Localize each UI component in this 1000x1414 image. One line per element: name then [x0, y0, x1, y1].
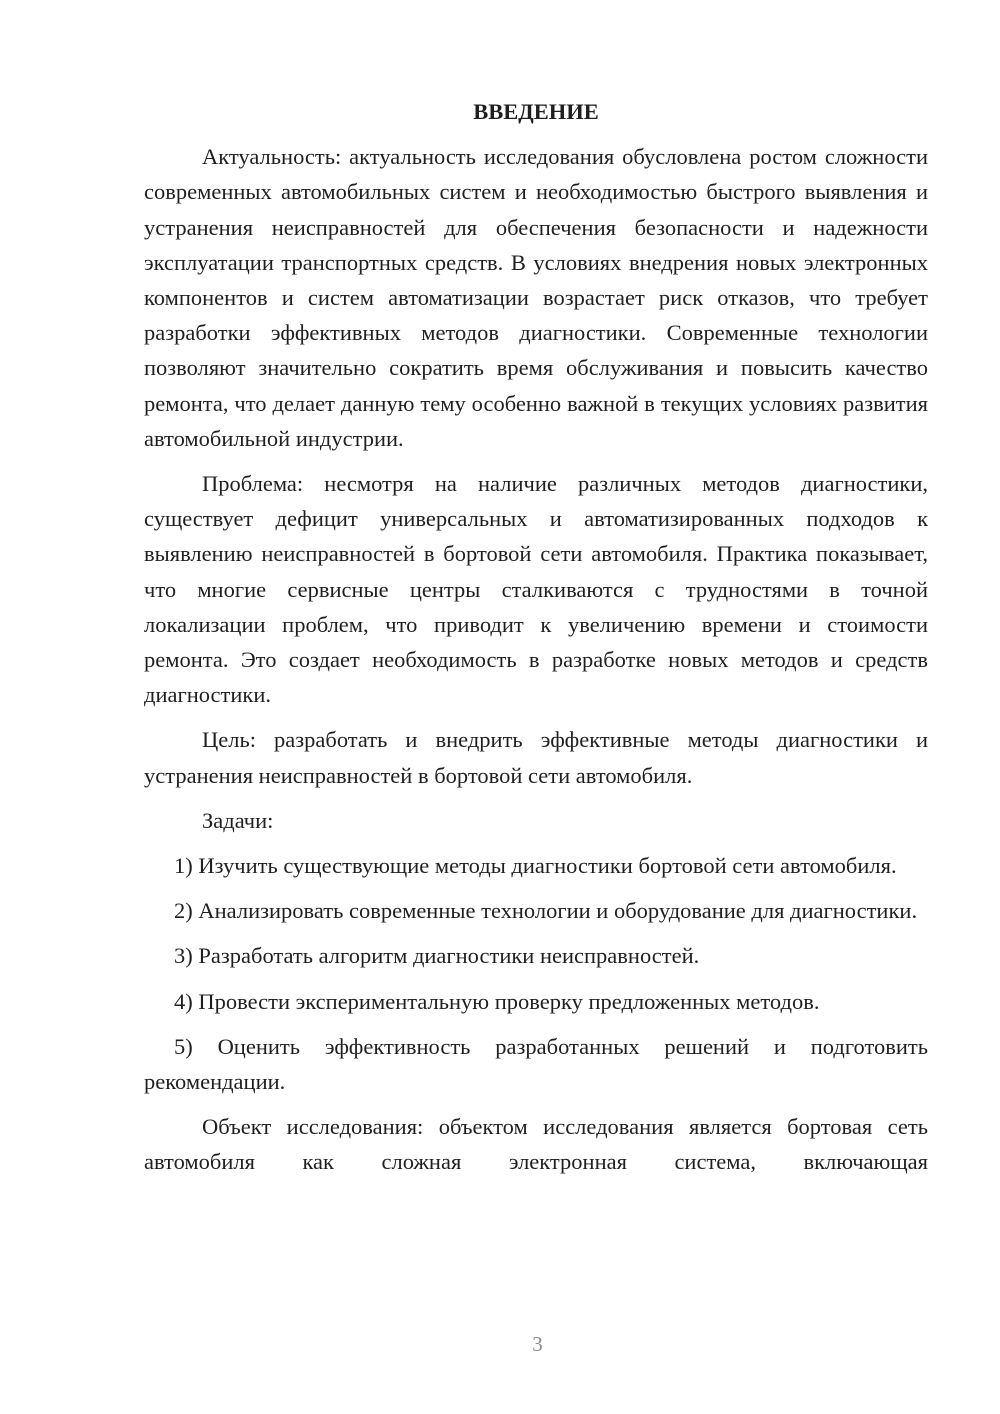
task-item-3: 3) Разработать алгоритм диагностики неисправностей. — [174, 943, 700, 969]
task-item-1: 1) Изучить существующие методы диагностики бортовой сети автомобиля. — [174, 853, 897, 879]
task-item-2: 2) Анализировать современные технологии и оборудование для диагностики. — [174, 898, 918, 924]
page-number: 3 — [532, 1332, 543, 1356]
task-item-5: 5) Оценить эффективность разработанных решений и подготовить рекомендации. — [144, 1033, 928, 1095]
page-content — [144, 94, 928, 1180]
section-title: ВВЕДЕНИЕ — [473, 99, 599, 124]
tasks-heading: Задачи: — [202, 807, 274, 833]
research-object-paragraph: Объект исследования: объектом исследования является бортовая сеть автомобиля как сложная электронная система, включающая — [144, 1114, 928, 1175]
task-item-4: 4) Провести экспериментальную проверку предложенных методов. — [174, 988, 820, 1014]
problem-paragraph: Проблема: несмотря на наличие различных методов диагностики, существует дефицит универсальных и автоматизированных подходов к выявлению неисправностей в бортовой сети автомобиля. Практика показывает, что многие сервисные центры сталкиваются с трудностями в точной локализации проблем, что приводит к увеличению времени и стоимости ремонта. Это создает необходимость в разработке новых методов и средств диагностики. — [144, 471, 928, 708]
goal-paragraph: Цель: разработать и внедрить эффективные методы диагностики и устранения неисправностей в бортовой сети автомобиля. — [144, 727, 928, 788]
relevance-paragraph: Актуальность: актуальность исследования обусловлена ростом сложности современных автомобильных систем и необходимостью быстрого выявления и устранения неисправностей для обеспечения безопасности и надежности эксплуатации транспортных средств. В условиях внедрения новых электронных компонентов и систем автоматизации возрастает риск отказов, что требует разработки эффективных методов диагностики. Современные технологии позволяют значительно сократить время обслуживания и повысить качество ремонта, что делает данную тему особенно важной в текущих условиях развития автомобильной индустрии. — [144, 144, 928, 451]
